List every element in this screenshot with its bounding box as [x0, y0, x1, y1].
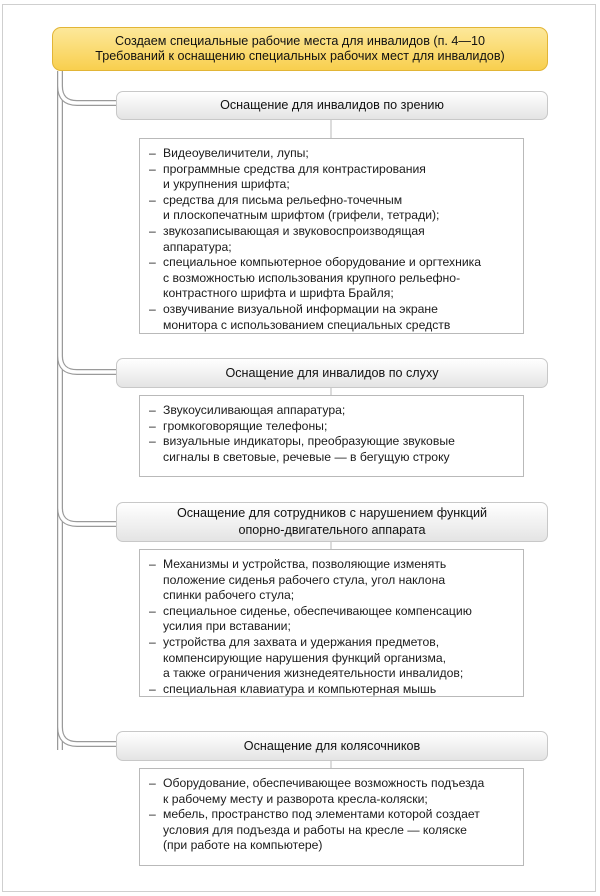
main-title-box — [52, 27, 548, 71]
list-item: – специальное компьютерное оборудование и оргтехника с возможностью использования крупного рельефно- контрастного шрифта и шрифта Брайля; — [149, 255, 517, 302]
section-header-text: Оснащение для инвалидов по зрению — [220, 98, 444, 112]
branch-lines — [60, 86, 116, 744]
list-item: – визуальные индикаторы, преобразующие звуковые сигналы в световые, речевые — в бегущую строку — [149, 434, 517, 465]
main-title-line-1: Создаем специальные рабочие места для инвалидов (п. 4—10 — [115, 33, 485, 48]
list-item: – специальное сиденье, обеспечивающее компенсацию усилия при вставании; — [149, 604, 517, 635]
section-content-wheelchair — [139, 768, 524, 866]
section-header-text: Оснащение для сотрудников с нарушением функций — [176, 506, 488, 520]
list-item: – устройства для захвата и удержания предметов, компенсирующие нарушения функций организма, а также ограничения жизнедеятельности инвалидов; — [149, 635, 517, 682]
section-header-musculoskeletal — [116, 502, 548, 542]
item-list — [149, 403, 517, 465]
section-header-text: Оснащение для колясочников — [243, 738, 421, 753]
list-item: – мебель, пространство под элементами которой создает условия для подъезда и работы на кресле — коляске (при работе на компьютере) — [149, 807, 517, 854]
list-item: – Механизмы и устройства, позволяющие изменять положение сиденья рабочего стула, угол наклона спинки рабочего стула; — [149, 557, 517, 604]
item-list — [149, 146, 517, 333]
section-header-vision — [116, 91, 548, 120]
section-header-text: опорно-двигательного аппарата — [238, 523, 426, 537]
section-content-musculoskeletal — [139, 549, 524, 697]
list-item: – специальная клавиатура и компьютерная мышь — [149, 682, 517, 698]
section-header-text: Оснащение для инвалидов по слуху — [225, 365, 439, 380]
list-item: – Звукоусиливающая аппаратура; — [149, 403, 517, 419]
list-item: – программные средства для контрастирования и укрупнения шрифта; — [149, 162, 517, 193]
section-content-hearing — [139, 395, 524, 477]
list-item: – звукозаписывающая и звуковоспроизводящая аппаратура; — [149, 224, 517, 255]
item-list — [149, 557, 517, 697]
section-header-hearing — [116, 358, 548, 388]
section-content-vision — [139, 138, 524, 334]
item-list — [149, 776, 517, 854]
list-item: – озвучивание визуальной информации на экране монитора с использованием специальных средств — [149, 302, 517, 333]
list-item: – средства для письма рельефно-точечным и плоскопечатным шрифтом (грифели, тетради); — [149, 193, 517, 224]
section-header-wheelchair — [116, 731, 548, 761]
list-item: – Видеоувеличители, лупы; — [149, 146, 517, 162]
list-item: – Оборудование, обеспечивающее возможность подъезда к рабочему месту и разворота кресла-коляски; — [149, 776, 517, 807]
list-item: – громкоговорящие телефоны; — [149, 419, 517, 435]
main-title-line-2: Требований к оснащению специальных рабочих мест для инвалидов) — [95, 49, 505, 63]
